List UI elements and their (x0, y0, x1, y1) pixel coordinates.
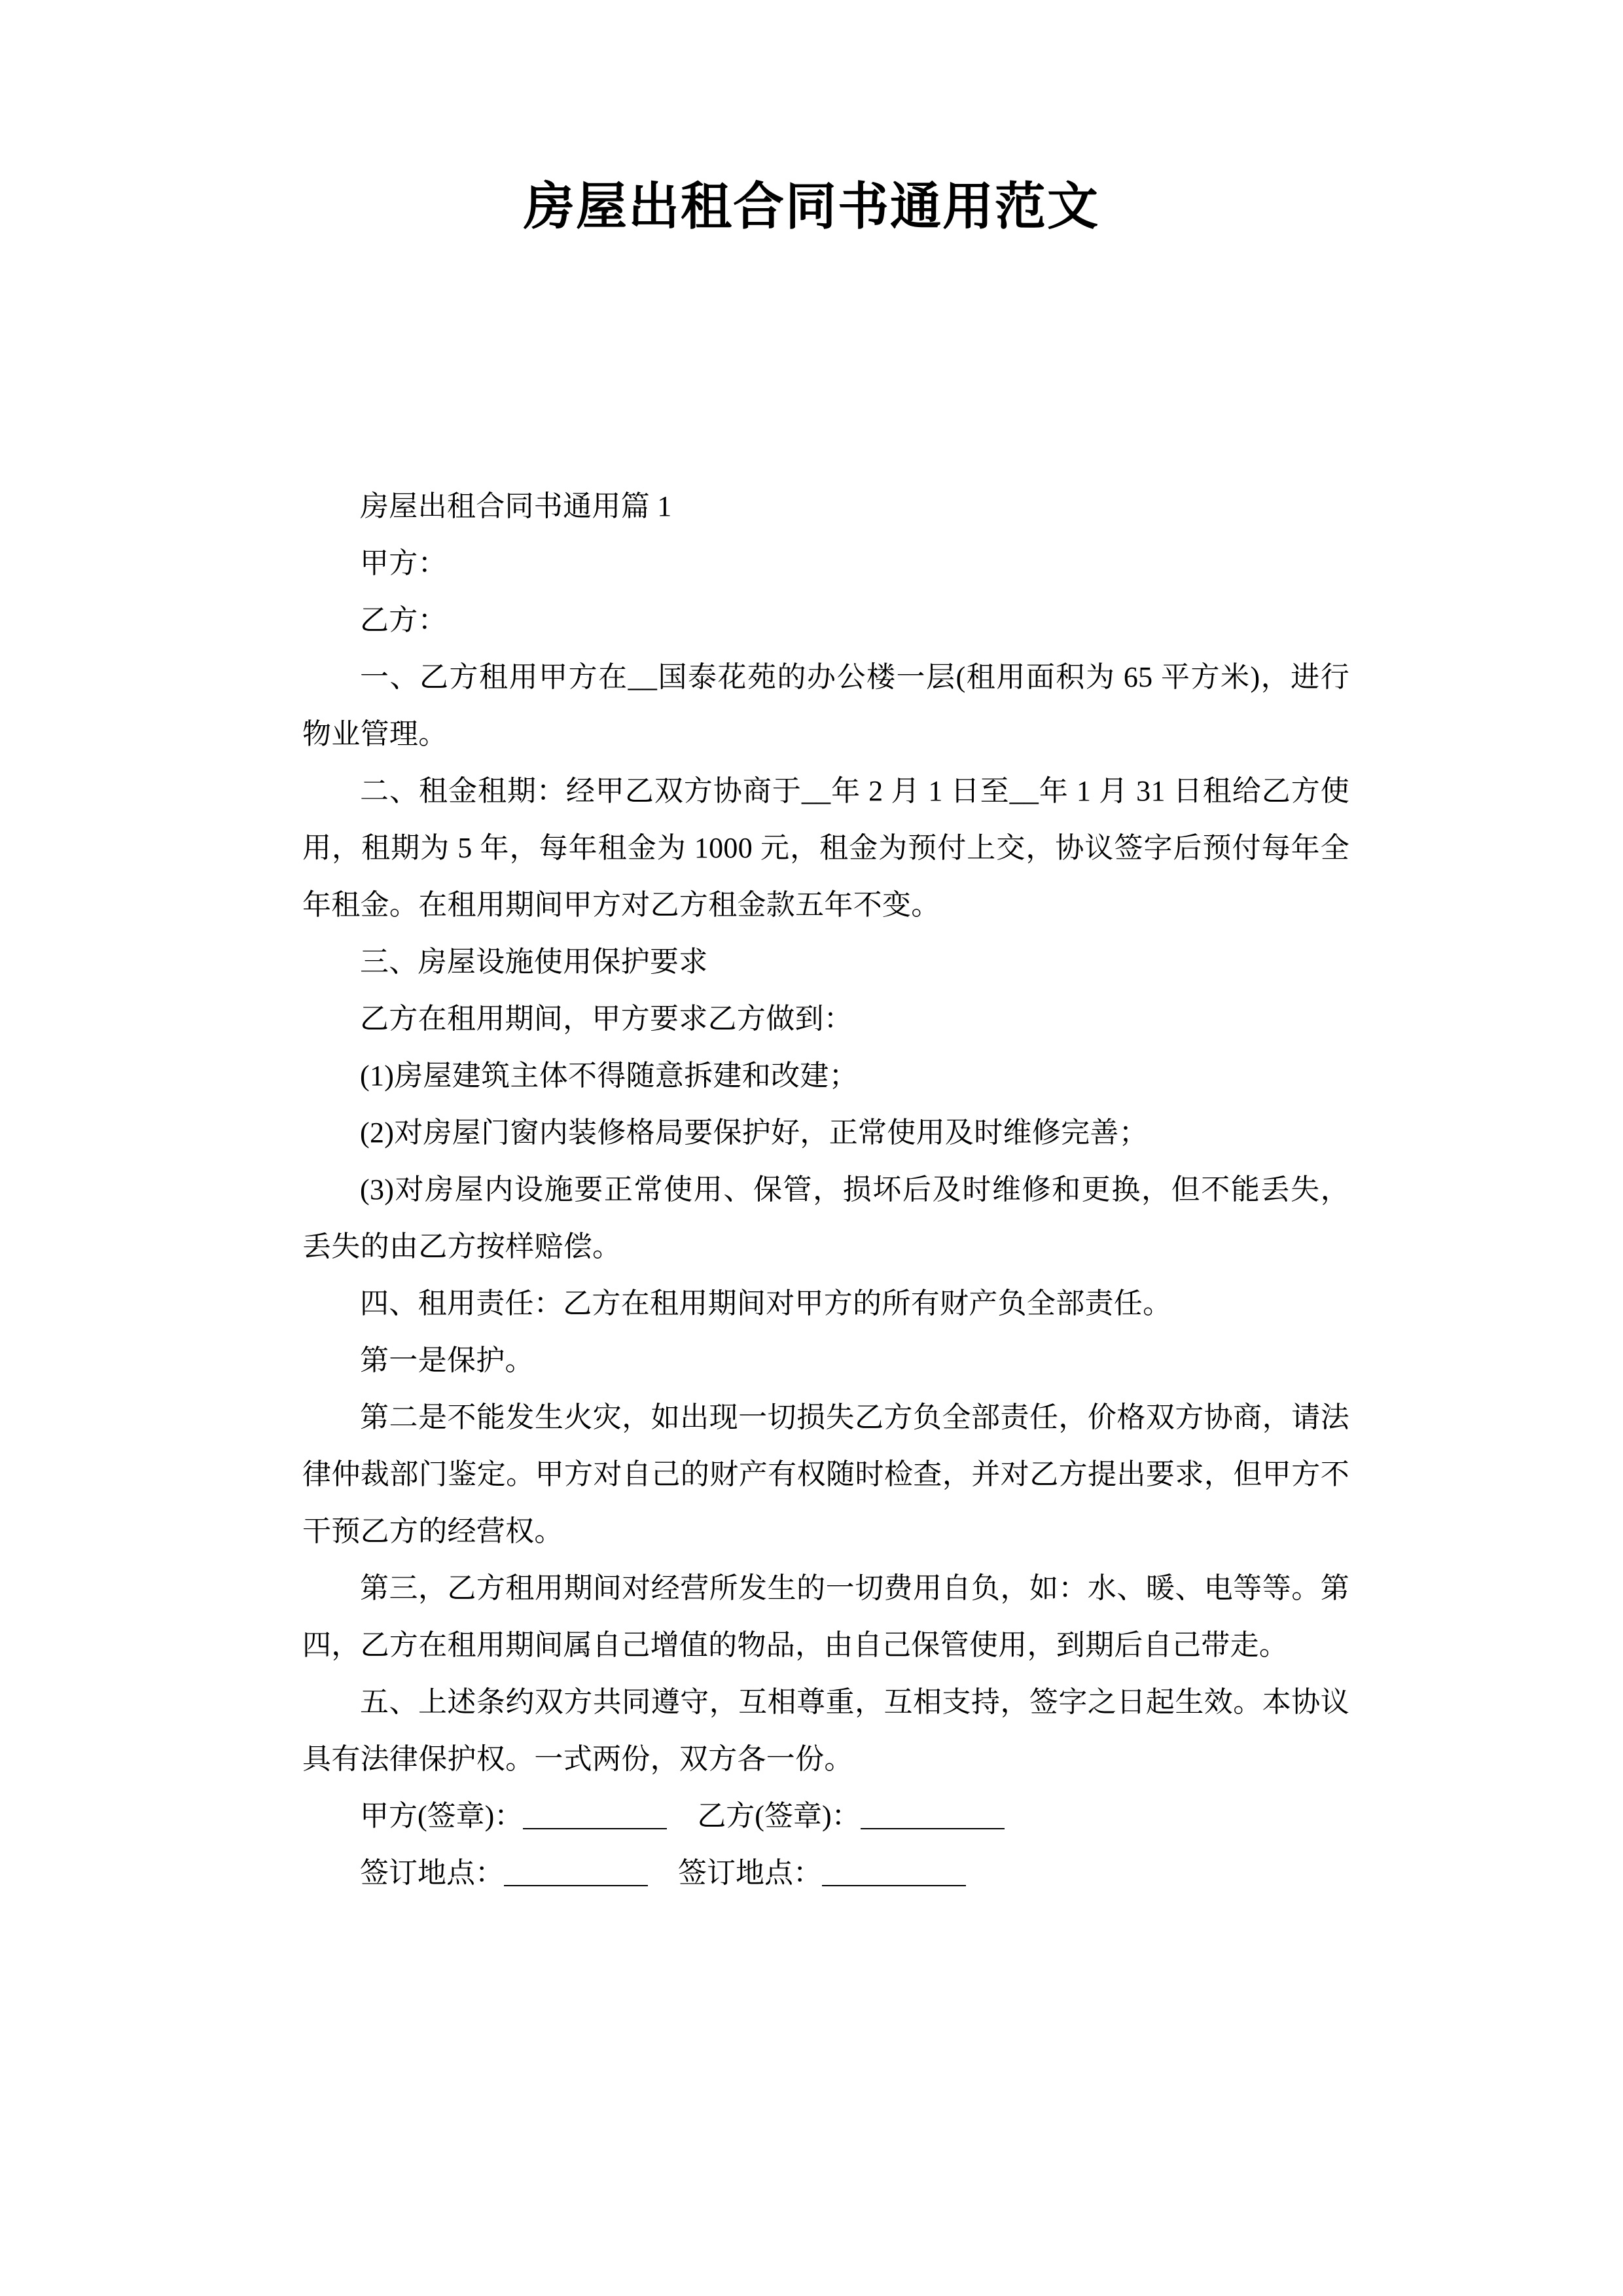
paragraph-clause-3-2: (2)对房屋门窗内装修格局要保护好，正常使用及时维修完善； (360, 1117, 1149, 1149)
signature-label-party-b: 乙方(签章)： (697, 1800, 861, 1832)
signature-row-1 (302, 1787, 1349, 1844)
paragraph-clause-3: 三、房屋设施使用保护要求 (360, 946, 708, 978)
paragraph-clause-4-3: 第三，乙方租用期间对经营所发生的一切费用自负，如：水、暖、电等等。第四，乙方在租用期间属自己增值的物品，由自己保管使用，到期后自己带走。 (302, 1572, 1349, 1661)
signature-row-2 (302, 1844, 1349, 1901)
document-body (302, 478, 1349, 1901)
paragraph-heading-sub: 房屋出租合同书通用篇 1 (360, 490, 672, 522)
place-blank-right[interactable] (822, 1885, 966, 1886)
page-title: 房屋出租合同书通用范文 (523, 177, 1099, 236)
paragraph-clause-5: 五、上述条约双方共同遵守，互相尊重，互相支持，签字之日起生效。本协议具有法律保护权。一式两份，双方各一份。 (302, 1686, 1349, 1775)
paragraph-clause-4: 四、租用责任：乙方在租用期间对甲方的所有财产负全部责任。 (360, 1287, 1172, 1319)
place-label-left: 签订地点： (360, 1857, 504, 1889)
signature-blank-party-b[interactable] (861, 1828, 1005, 1829)
signature-blank-party-a[interactable] (523, 1828, 667, 1829)
paragraph-party-a: 甲方： (360, 547, 447, 579)
paragraph-clause-2: 二、租金租期：经甲乙双方协商于__年 2 月 1 日至__年 1 月 31 日租给乙方使用，租期为 5 年，每年租金为 1000 元，租金为预付上交，协议签字后预付每年全年租金。在租用期间甲方对乙方租金款五年不变。 (302, 775, 1349, 921)
signature-label-party-a: 甲方(签章)： (360, 1800, 524, 1832)
paragraph-clause-4-1: 第一是保护。 (360, 1344, 534, 1376)
place-label-right: 签订地点： (678, 1857, 822, 1889)
place-blank-left[interactable] (504, 1885, 648, 1886)
paragraph-clause-3-3: (3)对房屋内设施要正常使用、保管，损坏后及时维修和更换，但不能丢失，丢失的由乙方按样赔偿。 (302, 1174, 1349, 1263)
paragraph-clause-3-1: (1)房屋建筑主体不得随意拆建和改建； (360, 1060, 859, 1092)
paragraph-clause-1: 一、乙方租用甲方在__国泰花苑的办公楼一层(租用面积为 65 平方米)，进行物业管理。 (302, 661, 1349, 750)
paragraph-clause-3-intro: 乙方在租用期间，甲方要求乙方做到： (360, 1003, 853, 1035)
paragraph-party-b: 乙方： (360, 604, 447, 636)
paragraph-clause-4-2: 第二是不能发生火灾，如出现一切损失乙方负全部责任，价格双方协商，请法律仲裁部门鉴定。甲方对自己的财产有权随时检查，并对乙方提出要求，但甲方不干预乙方的经营权。 (302, 1401, 1349, 1547)
